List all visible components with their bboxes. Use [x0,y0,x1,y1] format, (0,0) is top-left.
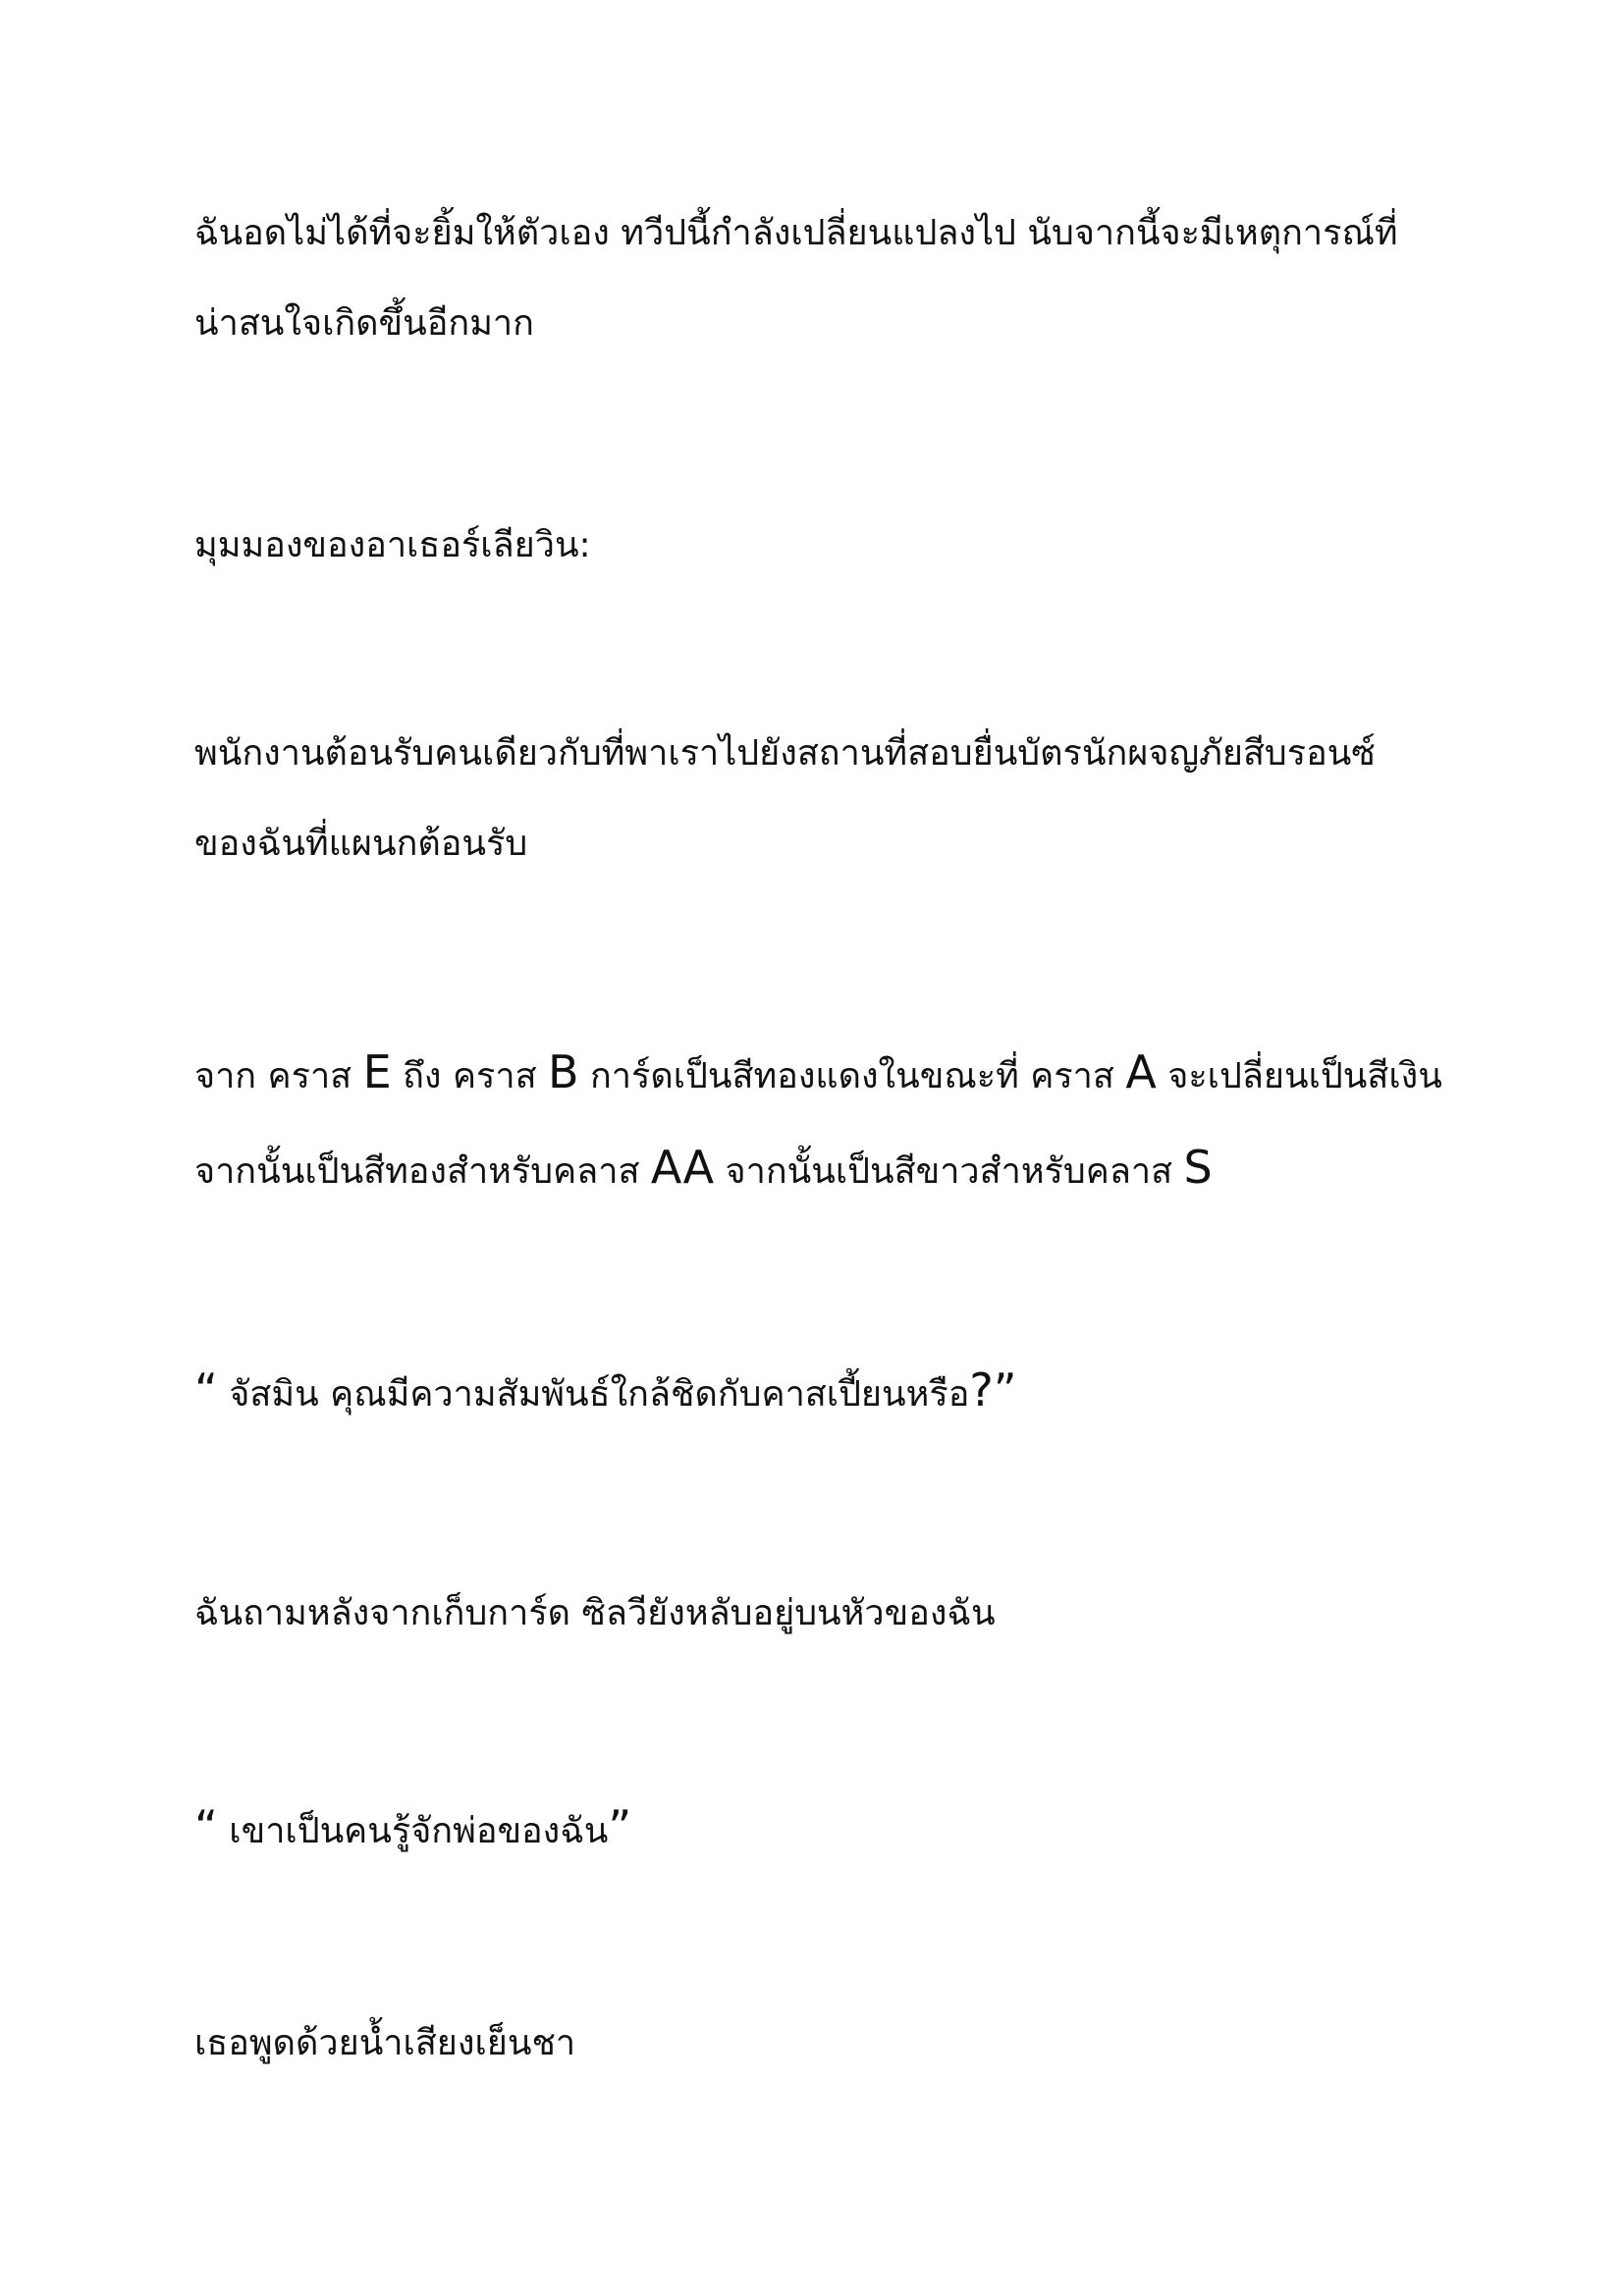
open-quote-mark: “ [194,1363,218,1416]
dialogue-text: เขาเป็นคนรู้จักพ่อของฉัน [217,1811,609,1851]
class-letter-e: E [362,1045,392,1098]
paragraph-3 [194,709,1471,889]
paragraph-1 [194,188,1471,369]
paragraph-line: ฉันถามหลังจากเก็บการ์ด ซิลวียังหลับอยู่บนหัวของฉัน [194,1593,996,1633]
open-quote-mark: “ [194,1800,218,1853]
text-segment: จะเปลี่ยนเป็นสีเงิน [1156,1056,1442,1096]
dialogue-question [194,1345,1471,1440]
paragraph-line [194,1782,1471,1877]
class-letter-a: A [1125,1045,1157,1098]
class-letter-b: B [548,1045,579,1098]
text-segment: จากนั้นเป็นสีขาวสำหรับคลาส [714,1151,1184,1192]
paragraph-line: ฉันอดไม่ได้ที่จะยิ้มให้ตัวเอง ทวีปนี้กำลังเปลี่ยนแปลงไป นับจากนี้จะมีเหตุการณ์ที่ [194,213,1398,253]
paragraph-line: น่าสนใจเกิดขึ้นอีกมาก [194,303,534,344]
paragraph-card-classes [194,1027,1471,1217]
paragraph-line [194,1122,1471,1217]
class-letter-s: S [1183,1141,1213,1194]
text-segment: จากนั้นเป็นสีทองสำหรับคลาส [194,1151,651,1192]
paragraph-line [194,1345,1471,1440]
paragraph-8 [194,1999,1471,2089]
dialogue-answer [194,1782,1471,1877]
paragraph-6 [194,1569,1471,1659]
class-letter-aa: AA [650,1141,715,1194]
paragraph-line [194,1027,1471,1122]
dialogue-text: จัสมิน คุณมีความสัมพันธ์ใกล้ชิดกับคาสเปี้ยนหรือ [217,1374,970,1415]
heading-text: มุมมองของอาเธอร์เลียวิน: [194,525,591,565]
paragraph-line: เธอพูดด้วยน้ำเสียงเย็นชา [194,2023,576,2063]
text-segment: จาก คราส [194,1056,363,1096]
paragraph-line: พนักงานต้อนรับคนเดียวกับที่พาเราไปยังสถานที่สอบยื่นบัตรนักผจญภัยสีบรอนซ์ [194,733,1376,774]
close-quote-mark: ?” [969,1363,1017,1416]
text-segment: ถึง คราส [391,1056,548,1096]
close-quote-mark: ” [608,1800,632,1853]
text-segment: การ์ดเป็นสีทองแดงในขณะที่ คราส [578,1056,1126,1096]
paragraph-line: ของฉันที่แผนกต้อนรับ [194,824,528,864]
section-heading-arthur-leywin-pov [194,501,1471,591]
